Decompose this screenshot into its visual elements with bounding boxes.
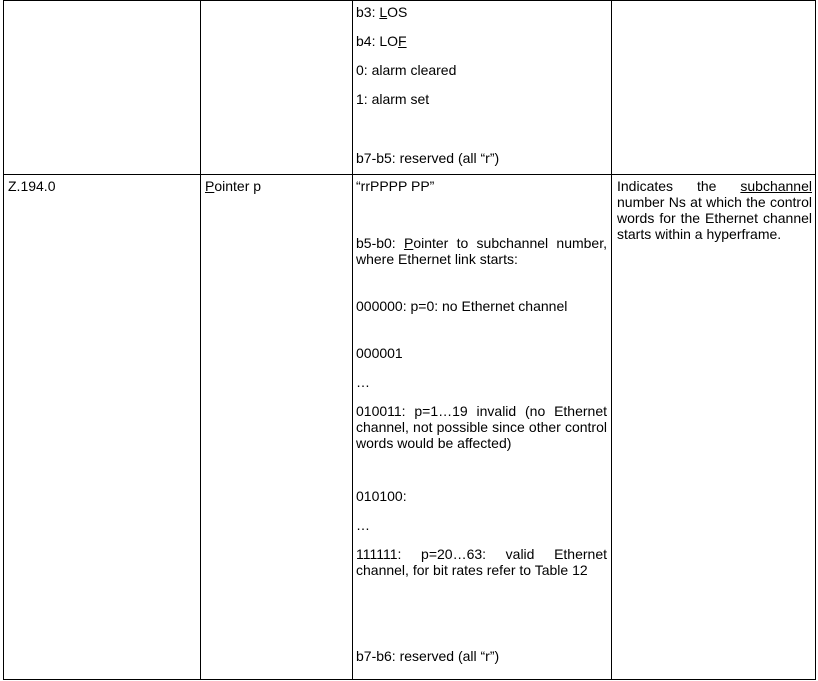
value-000001: 000001 — [356, 345, 403, 361]
ellipsis: … — [356, 374, 370, 390]
table-row — [4, 1, 816, 175]
ellipsis: … — [356, 517, 370, 533]
name-cell-empty — [201, 1, 353, 175]
address-cell — [4, 175, 201, 680]
bit-b5-b0-desc: b5-b0: Pointer to subchannel number, where Ethernet link starts: — [356, 235, 607, 267]
name-cell — [201, 175, 353, 680]
format-cell — [353, 175, 612, 680]
description-text: Indicates the subchannel number Ns at which the control words for the Ethernet channel starts within a hyperframe. — [617, 178, 812, 242]
address-value: Z.194.0 — [8, 178, 56, 194]
value-010011: 010011: p=1…19 invalid (no Ethernet channel, not possible since other control words would be affected) — [356, 403, 607, 451]
alarm-set: 1: alarm set — [356, 91, 430, 107]
spec-table — [3, 0, 816, 680]
bit-b3-los: b3: LOS — [356, 4, 408, 20]
format-cell — [353, 1, 612, 175]
bit-b4-lof: b4: LOF — [356, 33, 407, 49]
address-cell-empty — [4, 1, 201, 175]
register-name: Pointer p — [205, 178, 262, 194]
description-cell-empty — [612, 1, 816, 175]
bit-format: “rrPPPP PP” — [356, 178, 435, 194]
value-111111: 111111: p=20…63: valid Ethernet channel, for bit rates refer to Table 12 — [356, 546, 607, 578]
value-000000: 000000: p=0: no Ethernet channel — [356, 298, 568, 314]
alarm-cleared: 0: alarm cleared — [356, 62, 457, 78]
table-row — [4, 175, 816, 680]
reserved-b7-b5: b7-b5: reserved (all “r”) — [356, 150, 500, 166]
reserved-b7-b6: b7-b6: reserved (all “r”) — [356, 648, 500, 664]
value-010100: 010100: — [356, 488, 407, 504]
description-cell — [612, 175, 816, 680]
